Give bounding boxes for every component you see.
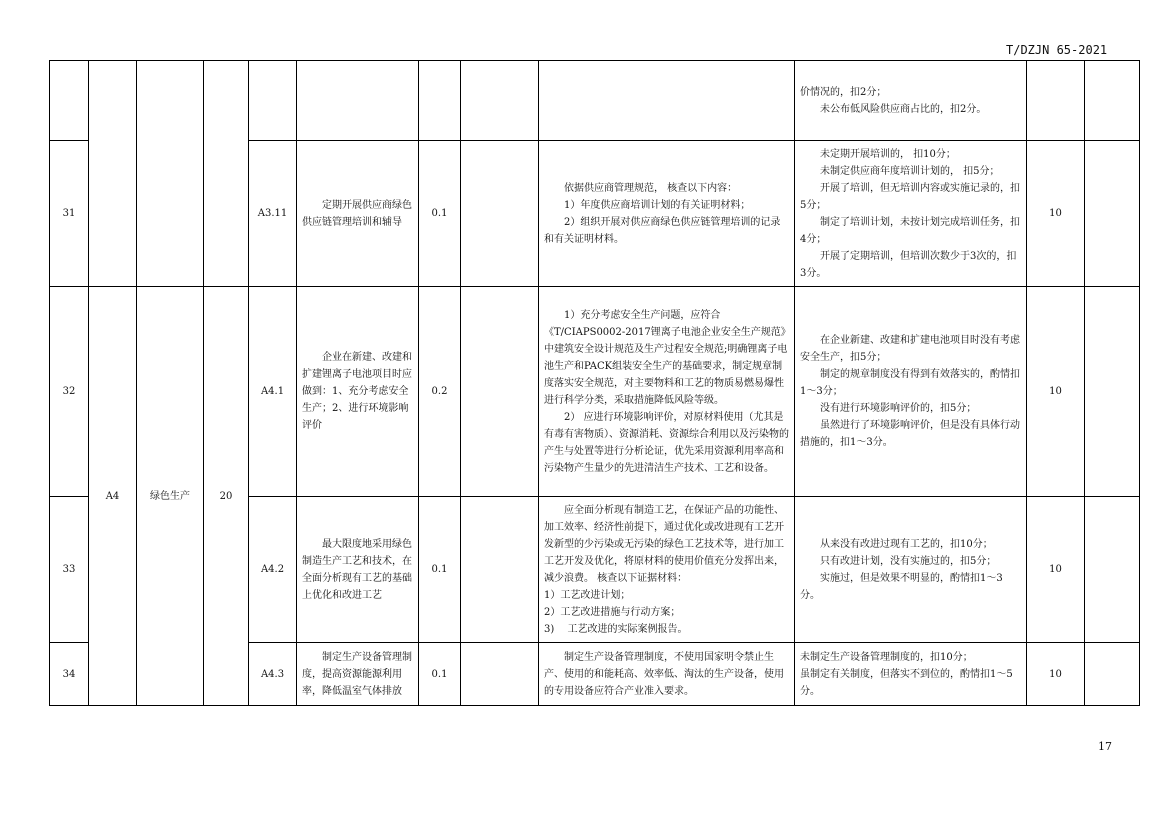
row-number: 31: [50, 141, 89, 287]
blank-cell: [461, 643, 539, 706]
row-number: 34: [50, 643, 89, 706]
item-requirement: [297, 61, 419, 141]
group-weight-blank: [204, 61, 249, 287]
remark-cell: [1085, 497, 1140, 643]
table-row: [50, 61, 1140, 141]
scoring-criteria: 在企业新建、改建和扩建电池项目时没有考虑安全生产，扣5分； 制定的规章制度没有得到有效落实的，酌情扣1～3分； 没有进行环境影响评价的，扣5分； 虽然进行了环境影响评价，但是没有具体行动措施的，扣1～3分。: [795, 287, 1027, 497]
scoring-criteria: 未制定生产设备管理制度的，扣10分； 虽制定有关制度，但落实不到位的，酌情扣1～5分。: [795, 643, 1027, 706]
blank-cell: [461, 497, 539, 643]
group-name: 绿色生产: [137, 287, 204, 706]
score: 10: [1027, 497, 1085, 643]
remark-cell: [1085, 287, 1140, 497]
remark-cell: [1085, 61, 1140, 141]
document-code: T/DZJN 65-2021: [1006, 43, 1108, 57]
remark-cell: [1085, 643, 1140, 706]
item-weight: 0.2: [419, 287, 461, 497]
evaluation-content: [539, 61, 795, 141]
item-weight: 0.1: [419, 643, 461, 706]
blank-cell: [461, 61, 539, 141]
item-code: A4.3: [249, 643, 297, 706]
score: 10: [1027, 643, 1085, 706]
blank-cell: [461, 141, 539, 287]
item-code: A4.2: [249, 497, 297, 643]
row-number: 32: [50, 287, 89, 497]
group-weight: 20: [204, 287, 249, 706]
group-code: A4: [89, 287, 137, 706]
evaluation-content: 1）充分考虑安全生产问题，应符合《T/CIAPS0002-2017锂离子电池企业安全生产规范》中建筑安全设计规范及生产过程安全规范;明确锂离子电池生产和PACK组装安全生产的基础要求，制定规章制度落实安全规范，对主要物料和工艺的物质易燃易爆性进行科学分类，采取措施降低风险等级。 2） 应进行环境影响评价，对原材料使用（尤其是有毒有害物质）、资源消耗、资源综合利用以及污染物的产生与处置等进行分析论证，优先采用资源利用率高和污染物产生量少的先进清洁生产技术、工艺和设备。: [539, 287, 795, 497]
scoring-criteria: 未定期开展培训的， 扣10分； 未制定供应商年度培训计划的， 扣5分； 开展了培训，但无培训内容或实施记录的，扣5分； 制定了培训计划，未按计划完成培训任务，扣4分； 开展了定期培训，但培训次数少于3次的，扣3分。: [795, 141, 1027, 287]
item-code: [249, 61, 297, 141]
evaluation-content: 制定生产设备管理制度，不使用国家明令禁止生产、使用的和能耗高、效率低、淘汰的生产设备，使用的专用设备应符合产业准入要求。: [539, 643, 795, 706]
scoring-criteria: 从来没有改进过现有工艺的，扣10分； 只有改进计划，没有实施过的，扣5分； 实施过，但是效果不明显的，酌情扣1～3分。: [795, 497, 1027, 643]
row-number: [50, 61, 89, 141]
item-weight: 0.1: [419, 141, 461, 287]
group-code-blank: [89, 61, 137, 287]
remark-cell: [1085, 141, 1140, 287]
evaluation-content: 依据供应商管理规范， 核查以下内容： 1）年度供应商培训计划的有关证明材料； 2）组织开展对供应商绿色供应链管理培训的记录和有关证明材料。: [539, 141, 795, 287]
group-name-blank: [137, 61, 204, 287]
page-number: 17: [1098, 740, 1112, 753]
scoring-criteria: 价情况的，扣2分； 未公布低风险供应商占比的，扣2分。: [795, 61, 1027, 141]
item-weight: [419, 61, 461, 141]
evaluation-table: [49, 60, 1140, 706]
item-requirement: 最大限度地采用绿色制造生产工艺和技术，在全面分析现有工艺的基础上优化和改进工艺: [297, 497, 419, 643]
score: 10: [1027, 287, 1085, 497]
item-code: A3.11: [249, 141, 297, 287]
item-weight: 0.1: [419, 497, 461, 643]
item-requirement: 制定生产设备管理制度，提高资源能源利用率，降低温室气体排放: [297, 643, 419, 706]
item-requirement: 企业在新建、改建和扩建锂离子电池项目时应做到：1、充分考虑安全生产；2、进行环境影响评价: [297, 287, 419, 497]
evaluation-content: 应全面分析现有制造工艺，在保证产品的功能性、加工效率、经济性前提下，通过优化或改进现有工艺开发新型的少污染或无污染的绿色工艺技术等，进行加工工艺开发及优化，将原材料的使用价值充分发挥出来，减少浪费。 核查以下证据材料： 1）工艺改进计划； 2）工艺改进措施与行动方案； 3) 工艺改进的实际案例报告。: [539, 497, 795, 643]
table-row: [50, 287, 1140, 497]
blank-cell: [461, 287, 539, 497]
score: 10: [1027, 141, 1085, 287]
item-requirement: 定期开展供应商绿色供应链管理培训和辅导: [297, 141, 419, 287]
item-code: A4.1: [249, 287, 297, 497]
row-number: 33: [50, 497, 89, 643]
score: [1027, 61, 1085, 141]
